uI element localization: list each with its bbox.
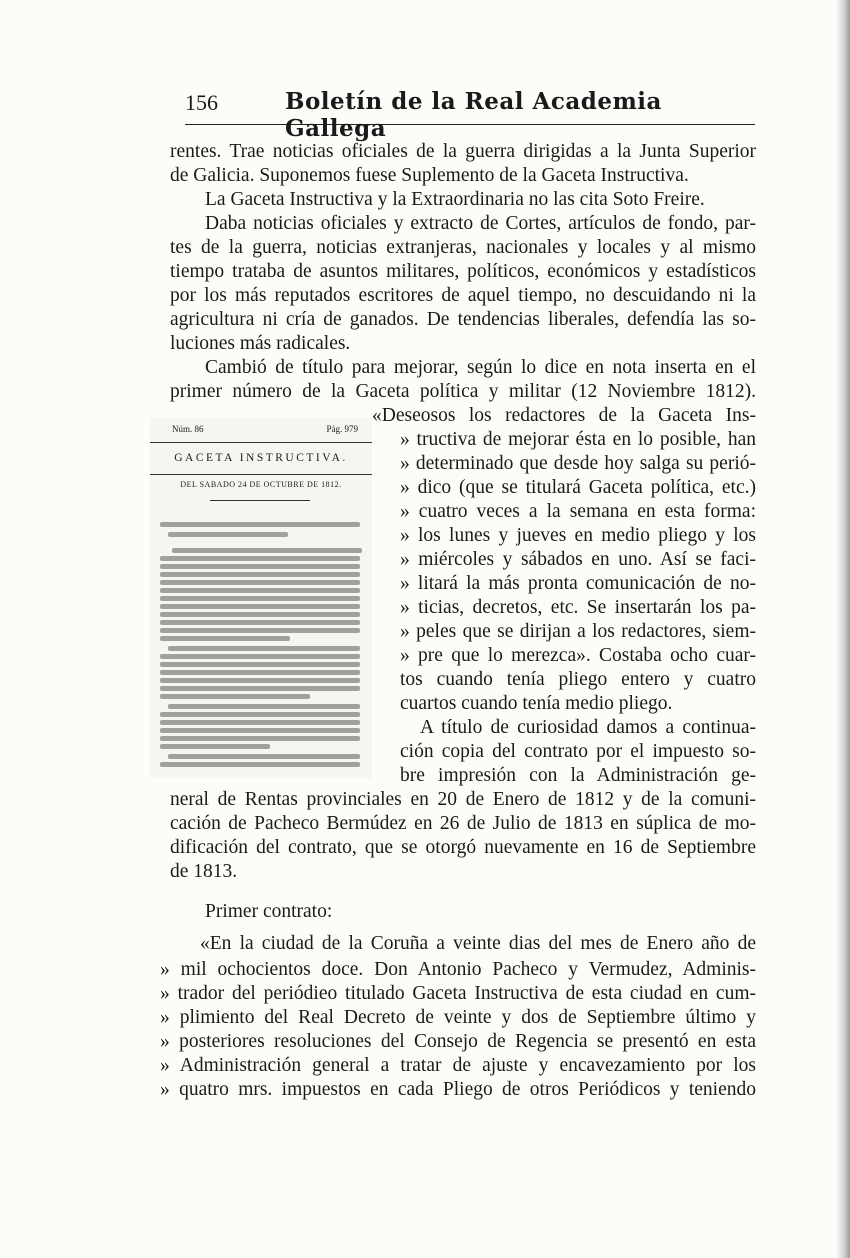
text-line: neral de Rentas provinciales en 20 de Enero de 1812 y de la comuni- bbox=[170, 789, 756, 810]
text-line: » determinado que desde hoy salga su perió- bbox=[400, 453, 756, 474]
text-line: » posteriores resoluciones del Consejo de Regencia se presentó en esta bbox=[160, 1031, 756, 1052]
text-line: cación de Pacheco Bermúdez en 26 de Julio de 1813 en súplica de mo- bbox=[170, 813, 756, 834]
illegible-text bbox=[160, 694, 310, 699]
text-line: » trador del periódieo titulado Gaceta Instructiva de esta ciudad en cum- bbox=[160, 983, 756, 1004]
illegible-text bbox=[160, 628, 360, 633]
text-line: tos cuando tenía pliego entero y cuatro bbox=[400, 669, 756, 690]
illegible-text bbox=[160, 744, 270, 749]
scan-edge-shadow bbox=[836, 0, 850, 1258]
text-line: La Gaceta Instructiva y la Extraordinaria no las cita Soto Freire. bbox=[205, 189, 705, 210]
text-line: » quatro mrs. impuestos en cada Pliego de otros Periódicos y teniendo bbox=[160, 1079, 756, 1100]
text-line: » mil ochocientos doce. Don Antonio Pacheco y Vermudez, Adminis- bbox=[160, 959, 756, 980]
text-line: » plimiento del Real Decreto de veinte y dos de Septiembre último y bbox=[160, 1007, 756, 1028]
text-line: » cuatro veces a la semana en esta forma: bbox=[400, 501, 756, 522]
text-line: «En la ciudad de la Coruña a veinte dias del mes de Enero año de bbox=[200, 933, 756, 954]
text-line: ción copia del contrato por el impuesto so- bbox=[400, 741, 756, 762]
illegible-text bbox=[160, 522, 360, 527]
divider bbox=[150, 474, 372, 475]
illegible-text bbox=[160, 556, 360, 561]
text-line: » dico (que se titulará Gaceta política, etc.) bbox=[400, 477, 756, 498]
illegible-text bbox=[160, 762, 360, 767]
illegible-text bbox=[160, 620, 360, 625]
text-line: por los más reputados escritores de aquel tiempo, no descuidando ni la bbox=[170, 285, 756, 306]
page-number: 156 bbox=[185, 90, 218, 115]
text-line: cuartos cuando tenía medio pliego. bbox=[400, 693, 673, 714]
illegible-text bbox=[168, 704, 360, 709]
page-header bbox=[185, 88, 755, 142]
text-line: agricultura ni cría de ganados. De tendencias liberales, defendía las so- bbox=[170, 309, 756, 330]
text-line: » pre que lo merezca». Costaba ocho cuar- bbox=[400, 645, 756, 666]
text-line: dificación del contrato, que se otorgó nuevamente en 16 de Septiembre bbox=[170, 837, 756, 858]
illegible-text bbox=[160, 580, 360, 585]
divider bbox=[150, 442, 372, 443]
illegible-text bbox=[168, 646, 360, 651]
illegible-text bbox=[172, 548, 362, 553]
illegible-text bbox=[160, 728, 360, 733]
illegible-text bbox=[160, 588, 360, 593]
text-line: luciones más radicales. bbox=[170, 333, 351, 354]
text-line: «Deseosos los redactores de la Gaceta Ins- bbox=[372, 405, 756, 426]
text-line: Cambió de título para mejorar, según lo dice en nota inserta en el bbox=[205, 357, 756, 378]
illegible-text bbox=[160, 604, 360, 609]
text-line: » Administración general a tratar de ajuste y encavezamiento por los bbox=[160, 1055, 756, 1076]
illegible-text bbox=[160, 712, 360, 717]
gazette-page: Pág. 979 bbox=[326, 424, 358, 434]
illegible-text bbox=[160, 612, 360, 617]
text-line: tiempo trataba de asuntos militares, políticos, económicos y estadísticos bbox=[170, 261, 756, 282]
gazette-number: Núm. 86 bbox=[172, 424, 204, 434]
text-line: » ticias, decretos, etc. Se insertarán los pa- bbox=[400, 597, 756, 618]
illegible-text bbox=[160, 654, 360, 659]
text-line: » litará la más pronta comunicación de no- bbox=[400, 573, 756, 594]
illegible-text bbox=[160, 736, 360, 741]
gazette-clipping bbox=[150, 418, 372, 778]
illegible-text bbox=[160, 686, 360, 691]
illegible-text bbox=[160, 720, 360, 725]
text-line: » tructiva de mejorar ésta en lo posible, han bbox=[400, 429, 756, 450]
illegible-text bbox=[160, 662, 360, 667]
illegible-text bbox=[160, 572, 360, 577]
illegible-text bbox=[160, 596, 360, 601]
running-title: Boletín de la Real Academia Gallega bbox=[285, 88, 662, 142]
illegible-text bbox=[168, 754, 360, 759]
illegible-text bbox=[160, 636, 290, 641]
text-line: Daba noticias oficiales y extracto de Cortes, artículos de fondo, par- bbox=[205, 213, 756, 234]
text-line: » los lunes y jueves en medio pliego y los bbox=[400, 525, 756, 546]
illegible-text bbox=[160, 678, 360, 683]
illegible-text bbox=[160, 670, 360, 675]
section-heading: Primer contrato: bbox=[205, 901, 333, 922]
text-line: rentes. Trae noticias oficiales de la guerra dirigidas a la Junta Superior bbox=[170, 141, 756, 162]
gazette-title: GACETA INSTRUCTIVA. bbox=[174, 452, 348, 464]
text-line: bre impresión con la Administración ge- bbox=[400, 765, 756, 786]
divider bbox=[210, 500, 310, 501]
text-line: » miércoles y sábados en uno. Así se faci- bbox=[400, 549, 756, 570]
gazette-date: DEL SABADO 24 DE OCTUBRE DE 1812. bbox=[180, 480, 342, 489]
text-line: tes de la guerra, noticias extranjeras, nacionales y locales y al mismo bbox=[170, 237, 756, 258]
illegible-text bbox=[168, 532, 288, 537]
text-line: de 1813. bbox=[170, 861, 238, 882]
text-line: de Galicia. Suponemos fuese Suplemento de la Gaceta Instructiva. bbox=[170, 165, 689, 186]
text-line: » peles que se dirijan a los redactores, siem- bbox=[400, 621, 756, 642]
text-line: A título de curiosidad damos a continua- bbox=[420, 717, 756, 738]
text-line: primer número de la Gaceta política y militar (12 Noviembre 1812). bbox=[170, 381, 756, 402]
illegible-text bbox=[160, 564, 360, 569]
